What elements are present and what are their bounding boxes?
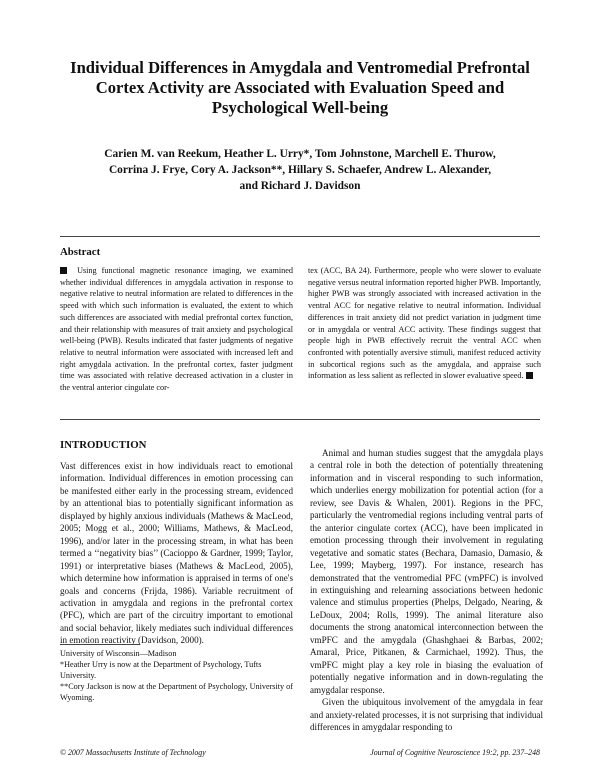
intro-right-column [310, 447, 543, 733]
end-square-icon [526, 372, 533, 379]
intro-right-paragraph-1: Animal and human studies suggest that the amygdala plays a central role in both the detection of potentially threatening information and in visceral responding to such information, which underlies energy mobilization for potential action (for a review, see Davis & Whalen, 2001). Regions in the PFC, particularly the ventromedial regions including ventral parts of the anterior cingulate cortex (ACC), have been implicated in emotion processing through their involvement in regulating vegetative and somatic states (Bechara, Damasio, Damasio, & Lee, 1999; Mayberg, 1997). For instance, research has demonstrated that the ventromedial PFC (vmPFC) is involved in extinguishing and relearning associations between hedonic valence and stimulus properties (Phelps, Delgado, Nearing, & LeDoux, 2004; Rolls, 1999). The animal literature also documents the strong anatomical interconnection between the vmPFC and the amygdala (Ghashghaei & Barbas, 2002; Amaral, Price, Pitkanen, & Carmichael, 1992). Thus, the vmPFC might play a key role in biasing the evaluation of potentially negative information and in down-regulating the amygdalar response. [310, 448, 543, 695]
footnotes [60, 648, 293, 703]
copyright-notice: © 2007 Massachusetts Institute of Technology [60, 748, 206, 757]
abstract-right-column [308, 265, 541, 382]
journal-citation: Journal of Cognitive Neuroscience 19:2, pp. 237–248 [370, 748, 540, 757]
paper-title: Individual Differences in Amygdala and Ventromedial Prefrontal Cortex Activity are Associated with Evaluation Speed and Psychological Well-being [70, 58, 530, 117]
abstract-top-rule [60, 236, 540, 237]
footnote-jackson: **Cory Jackson is now at the Department of Psychology, University of Wyoming. [60, 682, 294, 703]
abstract-left-text: Using functional magnetic resonance imaging, we examined whether individual differences in amygdala activation in response to negative relative to neutral information are related to differences in the speed with which such information is evaluated, the extent to which such differences are associated with medial prefrontal cortex function, and their relationship with measures of trait anxiety and psychological well-being (PWB). Results indicated that faster judgments of negative relative to neutral information were associated with increased left and right amygdala activation. In the prefrontal cortex, faster judgment time was associated with relative decreased activation in a cluster in the ventral anterior cingulate cor- [60, 266, 293, 393]
abstract-left-column [60, 265, 293, 394]
abstract-bottom-rule [60, 419, 540, 420]
square-bullet-icon [60, 267, 67, 274]
footnote-urry: *Heather Urry is now at the Department of Psychology, Tufts University. [60, 660, 262, 681]
affiliation-note: University of Wisconsin—Madison [60, 649, 177, 658]
footnote-rule [60, 644, 140, 645]
author-list: Carien M. van Reekum, Heather L. Urry*, Tom Johnstone, Marchell E. Thurow, Corrina J. Frye, Cory A. Jackson**, Hillary S. Schaefer, Andrew L. Alexander, and Richard J. Davidson [104, 148, 496, 193]
introduction-heading: INTRODUCTION [60, 439, 147, 451]
abstract-right-text: tex (ACC, BA 24). Furthermore, people who were slower to evaluate negative versus neutral information reported higher PWB. Importantly, higher PWB was strongly associated with increased activation in the ventral ACC for negative relative to neutral information. Individual differences in trait anxiety did not predict variation in judgment time or in amygdala or ventral ACC activity. These findings suggest that people high in PWB effectively recruit the ventral ACC when confronted with potentially aversive stimuli, manifest reduced activity in subcortical regions such as the amygdala, and appraise such information as less salient as reflected in slower evaluative speed. [308, 266, 541, 381]
abstract-heading: Abstract [60, 246, 101, 258]
intro-right-paragraph-2: Given the ubiquitous involvement of the amygdala in fear and anxiety-related processes, it is not surprising that individual differences in amygdalar responding to [310, 697, 543, 732]
intro-left-paragraph: Vast differences exist in how individuals react to emotional information. Individual differences in emotion processing can be manifested either early in the processing stream, evidenced by an attentional bias to potentially significant information as displayed by highly anxious individuals (Mathews & MacLeod, 2005; Mogg et al., 2000; Williams, Mathews, & MacLeod, 1996), and/or later in the processing stream, in what has been termed a ‘‘negativity bias’’ (Cacioppo & Gardner, 1999; Taylor, 1991) or interpretative biases (Mathews & MacLeod, 2005), which determine how information is appraised in terms of one's goals and concerns (Frijda, 1986). Variable recruitment of activation in amygdala and regions in the prefrontal cortex (PFC), which are part of the circuitry important to emotional and social behavior, likely mediates such individual differences in emotion reactivity (Davidson, 2000). [60, 461, 293, 646]
